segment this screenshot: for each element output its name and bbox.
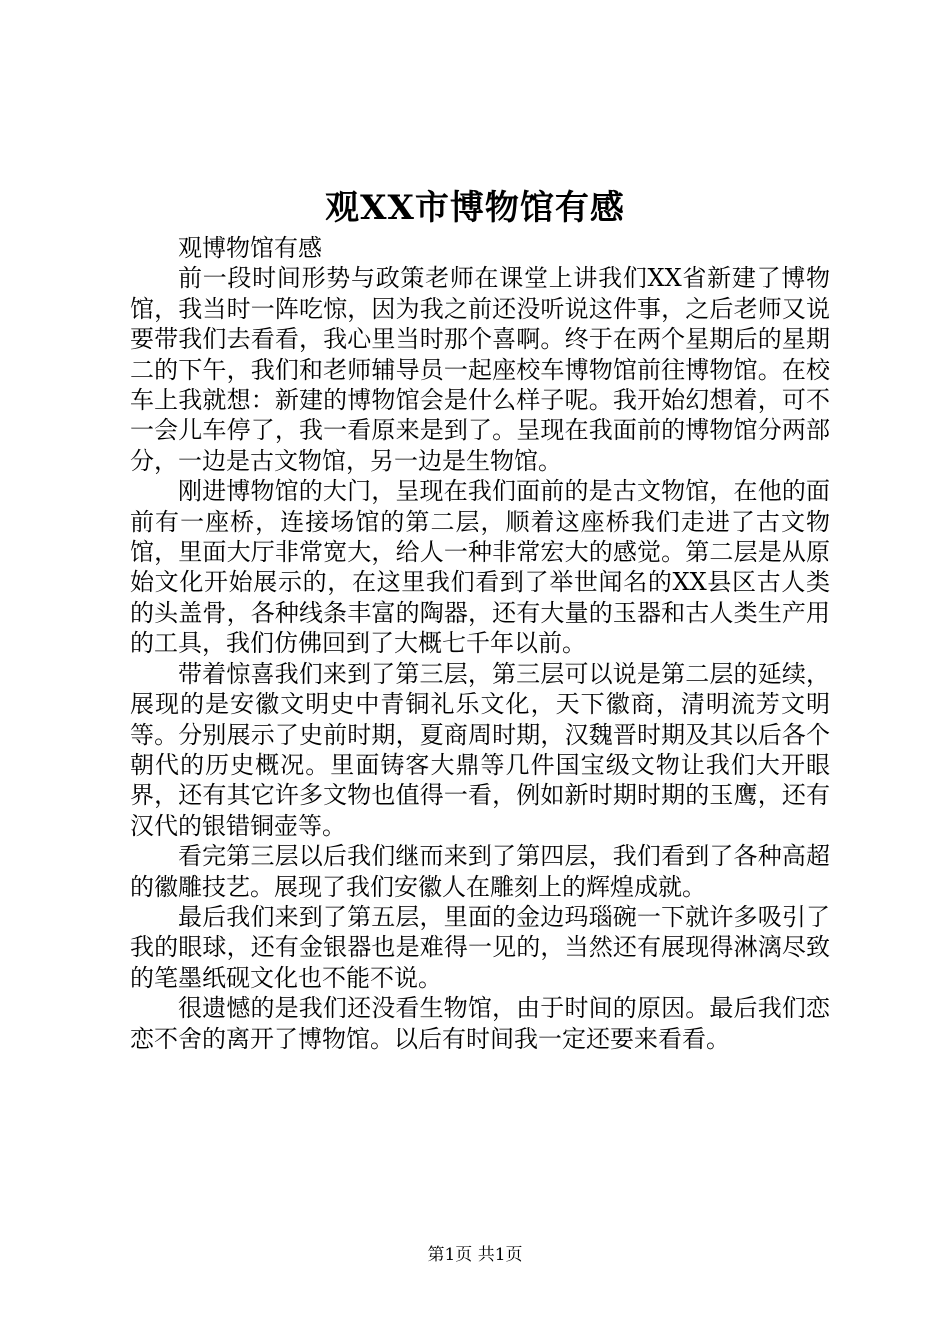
paragraph: 最后我们来到了第五层，里面的金边玛瑙碗一下就许多吸引了我的眼球，还有金银器也是难得一见的，当然还有展现得淋漓尽致的笔墨纸砚文化也不能不说。 — [130, 902, 830, 992]
paragraph: 看完第三层以后我们继而来到了第四层，我们看到了各种高超的徽雕技艺。展现了我们安徽人在雕刻上的辉煌成就。 — [130, 842, 830, 901]
document-title: 观XX市博物馆有感 — [325, 188, 625, 228]
paragraph: 刚进博物馆的大门，呈现在我们面前的是古文物馆，在他的面前有一座桥，连接场馆的第二层，顺着这座桥我们走进了古文物馆，里面大厅非常宽大，给人一种非常宏大的感觉。第二层是从原始文化开始展示的，在这里我们看到了举世闻名的XX县区古人类的头盖骨，各种线条丰富的陶器，还有大量的玉器和古人类生产用的工具，我们仿佛回到了大概七千年以前。 — [130, 477, 830, 658]
paragraph: 带着惊喜我们来到了第三层，第三层可以说是第二层的延续，展现的是安徽文明史中青铜礼乐文化，天下徽商，清明流芳文明等。分别展示了史前时期，夏商周时期，汉魏晋时期及其以后各个朝代的历史概况。里面铸客大鼎等几件国宝级文物让我们大开眼界，还有其它许多文物也值得一看，例如新时期时期的玉鹰，还有汉代的银错铜壶等。 — [130, 659, 830, 840]
document-body — [130, 233, 830, 1054]
page-number-footer: 第1页 共1页 — [427, 1245, 523, 1265]
paragraph-subtitle: 观博物馆有感 — [178, 234, 322, 262]
paragraph: 前一段时间形势与政策老师在课堂上讲我们XX省新建了博物馆，我当时一阵吃惊，因为我之前还没听说这件事，之后老师又说要带我们去看看，我心里当时那个喜啊。终于在两个星期后的星期二的下午，我们和老师辅导员一起座校车博物馆前往博物馆。在校车上我就想：新建的博物馆会是什么样子呢。我开始幻想着，可不一会儿车停了，我一看原来是到了。呈现在我面前的博物馆分两部分，一边是古文物馆，另一边是生物馆。 — [130, 264, 830, 475]
paragraph: 很遗憾的是我们还没看生物馆，由于时间的原因。最后我们恋恋不舍的离开了博物馆。以后有时间我一定还要来看看。 — [130, 994, 830, 1053]
